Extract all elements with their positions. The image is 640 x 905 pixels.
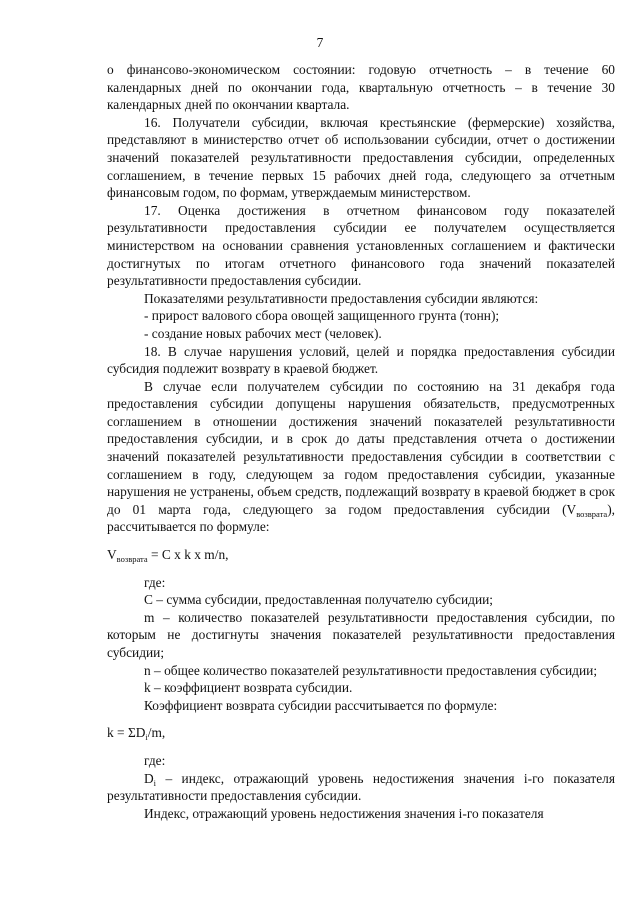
definition-n: n – общее количество показателей результативности предоставления субсидии; <box>144 662 598 678</box>
formula-refund-var: V <box>107 547 117 563</box>
definition-di-subscript: i <box>153 777 157 788</box>
paragraph-indicators-intro: Показателями результативности предоставления субсидии являются: <box>144 290 539 306</box>
formula-refund <box>107 546 615 564</box>
definition-di-var: D <box>144 770 154 786</box>
refund-variable-subscript: возврата <box>576 508 608 519</box>
formula-refund-expression: = C x k x m/n, <box>147 547 229 563</box>
definition-di-text: – индекс, отражающий уровень недостижения значения i-го показателя результативности предоставления субсидии. <box>107 770 615 804</box>
paragraph-18: 18. В случае нарушения условий, целей и порядка предоставления субсидии субсидия подлежит возврату в краевой бюджет. <box>107 343 615 377</box>
where-label: где: <box>144 752 166 768</box>
paragraph-continuation: о финансово-экономическом состоянии: годовую отчетность – в течение 60 календарных дней по окончании года, квартальную отчетность – в течение 30 календарных дней по окончании квартала. <box>107 62 615 113</box>
page-number: 7 <box>316 35 324 50</box>
indicator-list-item: - создание новых рабочих мест (человек). <box>144 325 382 341</box>
definition-di <box>107 770 615 805</box>
indicator-list-item: - прирост валового сбора овощей защищенного грунта (тонн); <box>144 308 500 324</box>
refund-variable: V <box>566 501 577 517</box>
formula-coefficient <box>107 724 615 742</box>
document-body <box>107 61 615 822</box>
paragraph-17: 17. Оценка достижения в отчетном финансовом году показателей результативности предоставления субсидии ее получателем осуществляется министерством на основании сравнения установленных соглашением и фактически достигнутых по итогам отчетного финансового года значений показателей результативности предоставления субсидии. <box>107 202 615 289</box>
definition-m: m – количество показателей результативности предоставления субсидии, по которым не достигнуты значения показателей результативности предоставления субсидии; <box>107 609 615 660</box>
paragraph-refund-case <box>107 378 615 536</box>
paragraph-coefficient-intro: Коэффициент возврата субсидии рассчитывается по формуле: <box>144 697 498 713</box>
formula-refund-subscript: возврата <box>116 554 148 565</box>
paragraph-index-start: Индекс, отражающий уровень недостижения значения i-го показателя <box>144 805 544 821</box>
formula-coefficient-post: /m, <box>147 725 166 741</box>
refund-case-end: ), рассчитывается по формуле: <box>107 501 615 535</box>
refund-case-text: В случае если получателем субсидии по состоянию на 31 декабря года предоставления субсидии допущены нарушения обязательств, предусмотренных соглашением в отношении достижения значений показателей результативности предоставления субсидии, и в срок до даты представления отчета о достижении значений показателей результативности предоставления субсидии в соответствии с соглашением в году, следующем за годом предоставления субсидии, указанные нарушения не устранены, объем средств, подлежащий возврату в краевой бюджет в срок до 01 марта года, следующего за годом предоставления субсидии ( <box>107 378 615 517</box>
definition-k: k – коэффициент возврата субсидии. <box>144 680 353 696</box>
formula-coefficient-subscript: i <box>145 732 148 743</box>
formula-coefficient-pre: k = ΣD <box>107 725 146 741</box>
definition-c: С – сумма субсидии, предоставленная получателю субсидии; <box>144 592 494 608</box>
paragraph-16: 16. Получатели субсидии, включая крестьянские (фермерские) хозяйства, представляют в министерство отчет об использовании субсидии, отчет о достижении значений показателей результативности предоставления субсидии, определенных соглашением, в течение первых 15 рабочих дней года, следующего за отчетным финансовым годом, по формам, утверждаемым министерством. <box>107 114 615 201</box>
where-label: где: <box>144 574 166 590</box>
